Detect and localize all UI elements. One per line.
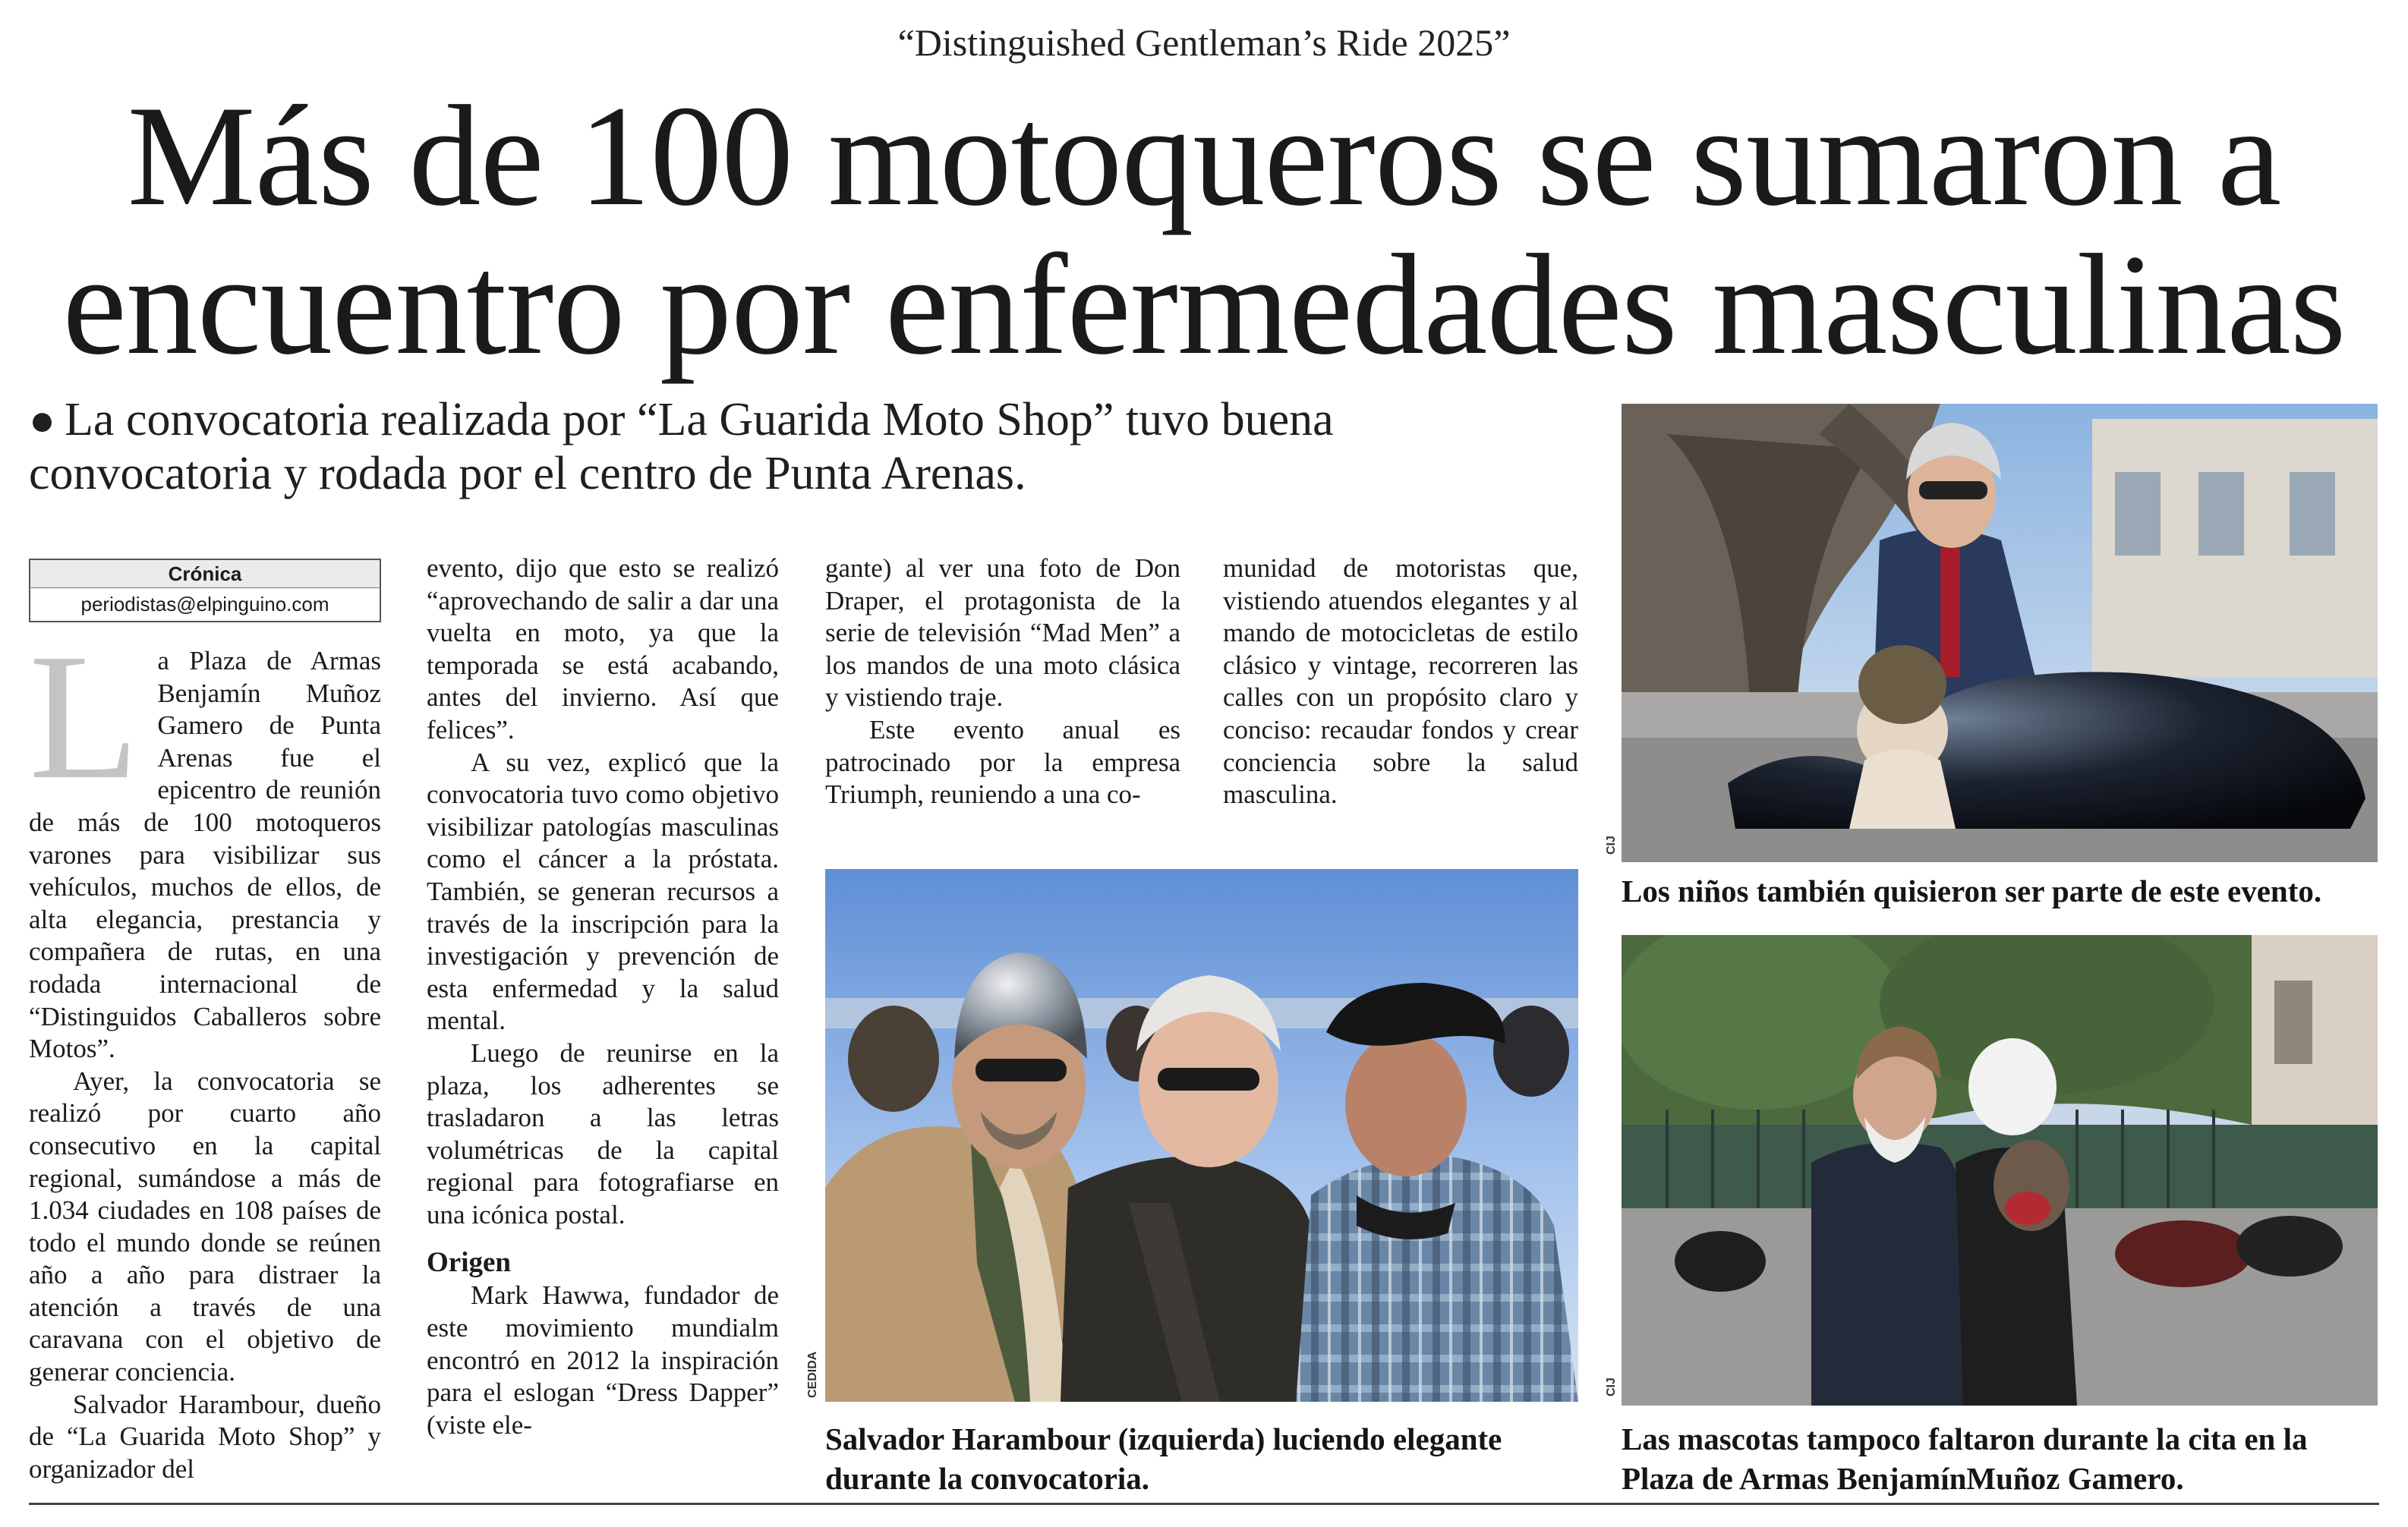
photo-center-image [825, 869, 1578, 1402]
photo-credit-top-right: CIJ [1605, 836, 1618, 855]
paragraph-4: evento, dijo que esto se realizó “aprovechando de salir a dar una vuelta en moto, ya que la temporada se está acabando, antes del invierno. Así que felices”. [427, 553, 779, 745]
byline-box [29, 559, 381, 622]
column-1 [29, 617, 381, 1485]
subhead-origen: Origen [427, 1247, 511, 1279]
paragraph-3: Salvador Harambour, dueño de “La Guarida Moto Shop” y organizador del [29, 1389, 381, 1484]
column-2 [427, 553, 779, 1441]
column-3 [825, 553, 1180, 811]
photo-credit-bottom-right: CIJ [1605, 1377, 1618, 1396]
paragraph-9: Este evento anual es patrocinado por la empresa Triumph, reuniendo a una co- [825, 714, 1180, 810]
photo-credit-center: CEDIDA [806, 1351, 819, 1398]
drop-cap: L [29, 617, 140, 817]
headline [30, 77, 2378, 385]
caption-bottom-right: Las mascotas tampoco faltaron durante la cita en la Plaza de Armas BenjamínMuñoz Gamero. [1622, 1422, 2308, 1496]
photo-bottom-right-image [1622, 935, 2378, 1406]
photo-top-right [1622, 404, 2378, 862]
photo-center [825, 869, 1578, 1402]
byline-email: periodistas@elpinguino.com [80, 593, 329, 616]
paragraph-2: Ayer, la convocatoria se realizó por cuarto año consecutivo en la capital regional, sumándose a más de 1.034 ciudades en 108 países de todo el mundo donde se reúnen año a año para distraer la atención a través de una caravana con el objetivo de generar conciencia. [29, 1066, 381, 1387]
headline-line-1: Más de 100 motoqueros se sumaron a [127, 77, 2281, 236]
paragraph-7: Mark Hawwa, fundador de este movimiento mundialm encontró en 2012 la inspiración para el eslogan “Dress Dapper” (viste ele- [427, 1280, 779, 1440]
column-4 [1223, 553, 1578, 811]
headline-line-2: encuentro por enfermedades masculinas [62, 225, 2346, 385]
section-label: Crónica [30, 560, 380, 588]
paragraph-5: A su vez, explicó que la convocatoria tuvo como objetivo visibilizar patologías masculinas como el cáncer a la próstata. También, se generan recursos a través de la inscripción para la investigación y prevención de esta enfermedad y la salud mental. [427, 747, 779, 1036]
bottom-rule [29, 1503, 2379, 1505]
paragraph-6: Luego de reunirse en la plaza, los adherentes se trasladaron a las letras volumétricas de la capital regional para fotografiarse en una icónica postal. [427, 1037, 779, 1229]
photo-bottom-right [1622, 935, 2378, 1406]
lead [29, 393, 1547, 500]
photo-top-right-image [1622, 404, 2378, 862]
caption-center: Salvador Harambour (izquierda) luciendo elegante durante la convocatoria. [825, 1422, 1502, 1496]
caption-top-right: Los niños también quisieron ser parte de este evento. [1622, 874, 2322, 908]
kicker: “Distinguished Gentleman’s Ride 2025” [897, 21, 1511, 64]
lead-text: La convocatoria realizada por “La Guarida Moto Shop” tuvo buena convocatoria y rodada por el centro de Punta Arenas. [29, 394, 1334, 499]
paragraph-1 [29, 617, 381, 1066]
bullet-icon: ● [29, 395, 56, 445]
paragraph-1-text: a Plaza de Armas Benjamín Muñoz Gamero de Punta Arenas fue el epicentro de reunión de más de 100 motoqueros varones para visibilizar sus vehículos, muchos de ellos, de alta elegancia, prestancia y compañera de rutas, en una rodada internacional de “Distinguidos Caballeros sobre Motos”. [29, 646, 381, 1064]
paragraph-10: munidad de motoristas que, vistiendo atuendos elegantes y al mando de motocicletas de estilo clásico y vintage, recorreren las calles con un propósito claro y conciso: recaudar fondos y crear conciencia sobre la salud masculina. [1223, 553, 1578, 810]
paragraph-8: gante) al ver una foto de Don Draper, el protagonista de la serie de televisión “Mad Men” a los mandos de una moto clásica y vistiendo traje. [825, 553, 1180, 713]
